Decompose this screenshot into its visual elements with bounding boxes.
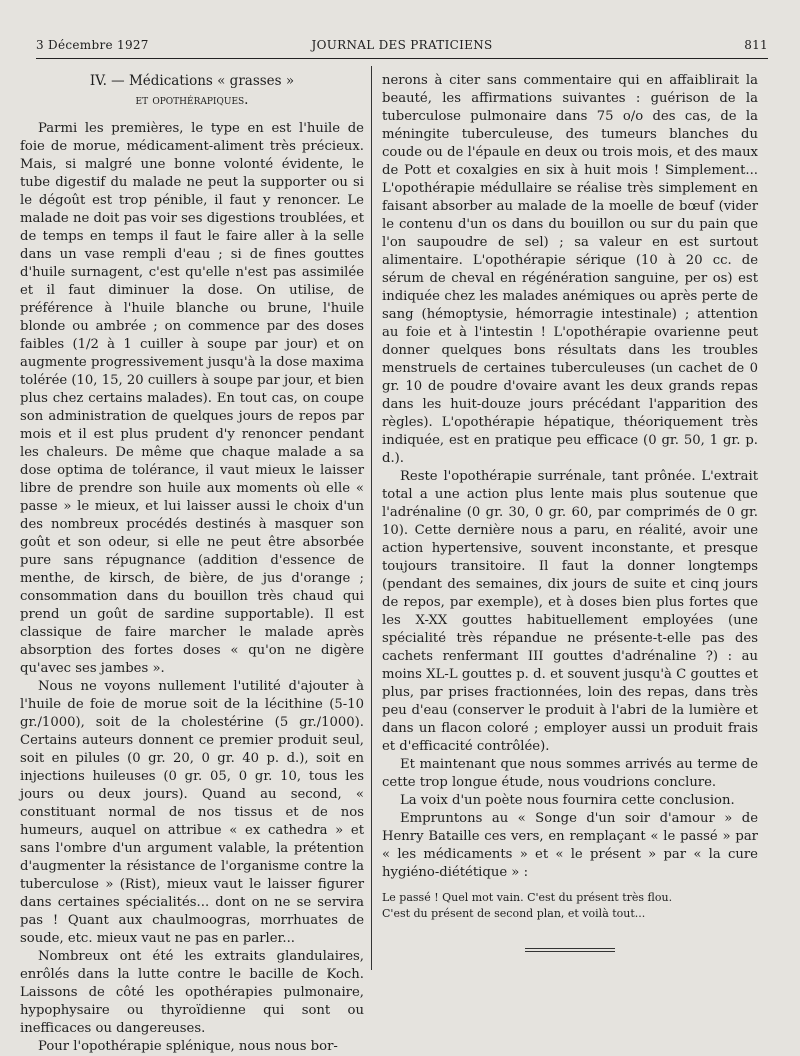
right-column bbox=[382, 72, 758, 952]
verse-line: C'est du présent de second plan, et voilà tout... bbox=[382, 907, 646, 920]
paragraph: Et maintenant que nous sommes arrivés au terme de cette trop longue étude, nous voudrions conclure. bbox=[382, 757, 758, 790]
section-title-line1: IV. — Médications « grasses » bbox=[89, 73, 295, 89]
column-divider bbox=[371, 66, 372, 970]
left-column bbox=[20, 72, 364, 1056]
verse-line: Le passé ! Quel mot vain. C'est du présent très flou. bbox=[382, 891, 673, 904]
paragraph: nerons à citer sans commentaire qui en affaiblirait la beauté, les affirmations suivantes : guérison de la tuberculose pulmonaire dans 75 o/o des cas, de la méningite tuberculeuse, des tumeurs blanches du coude ou de l'épaule en deux ou trois mois, et des maux de Pott et coxalgies en six à huit mois ! Simplement... L'opothérapie médullaire se réalise très simplement en faisant absorber au malade de la moelle de bœuf (vider le contenu d'un os dans du bouillon ou sur du pain que l'on saupoudre de sel) ; sa valeur en est surtout alimentaire. L'opothérapie sérique (10 à 20 cc. de sérum de cheval en régénération sanguine, per os) est indiquée chez les malades anémiques ou après perte de sang (hémoptysie, hémorragie intestinale) ; attention au foie et à l'intestin ! L'opothérapie ovarienne peut donner quelques bons résultats dans les troubles menstruels de certaines tuberculeuses (un cachet de 0 gr. 10 de poudre d'ovaire avant les deux grands repas dans les huit-douze jours précédant l'apparition des règles). L'opothérapie hépatique, théoriquement très indiquée, est en pratique peu efficace (0 gr. 50, 1 gr. p. d.). bbox=[382, 73, 758, 466]
paragraph: Nombreux ont été les extraits glandulaires, enrôlés dans la lutte contre le bacille de Koch. Laissons de côté les opothérapies pulmonaire, hypophysaire ou thyroïdienne qui sont ou inefficaces ou dangereuses. bbox=[20, 949, 364, 1036]
paragraph: La voix d'un poète nous fournira cette conclusion. bbox=[400, 793, 735, 808]
paragraph: Reste l'opothérapie surrénale, tant prônée. L'extrait total a une action plus lente mais plus soutenue que l'adrénaline (0 gr. 30, 0 gr. 60, par comprimés de 0 gr. 10). Cette dernière nous a paru, en réalité, avoir une action hypertensive, souvent inconstante, et presque toujours transitoire. Il faut la donner longtemps (pendant des semaines, dix jours de suite et cinq jours de repos, par exemple), et à doses bien plus fortes que les X-XX gouttes habituellement employées (une spécialité très répandue ne présente-t-elle pas des cachets renfermant III gouttes d'adrénaline ?) : au moins XL-L gouttes p. d. et souvent jusqu'à C gouttes et plus, par prises fractionnées, loin des repas, dans très peu d'eau (conserver le produit à l'abri de la lumière et dans un flacon coloré ; employer aussi un produit frais et d'efficacité contrôlée). bbox=[382, 469, 758, 754]
verse-quote bbox=[382, 890, 758, 922]
end-ornament-rule bbox=[525, 948, 615, 952]
section-title bbox=[20, 72, 364, 110]
paragraph: Parmi les premières, le type en est l'huile de foie de morue, médicament-aliment très précieux. Mais, si malgré une bonne volonté évidente, le tube digestif du malade ne peut la supporter ou si le dégoût est trop pénible, il faut y renoncer. Le malade ne doit pas voir ses digestions troublées, et de temps en temps il faut le faire aller à la selle dans un vase rempli d'eau ; si de fines gouttes d'huile surnagent, c'est qu'elle n'est pas assimilée et il faut diminuer la dose. On utilise, de préférence à l'huile blanche ou brune, l'huile blonde ou ambrée ; on commence par des doses faibles (1/2 à 1 cuiller à soupe par jour) et on augmente progressivement jusqu'à la dose maxima tolérée (10, 15, 20 cuillers à soupe par jour, et bien plus chez certains malades). En tout cas, on coupe son administration de quelques jours de repos par mois et il est plus prudent d'y renoncer pendant les chaleurs. De même que chaque malade a sa dose optima de tolérance, il vaut mieux le laisser libre de prendre son huile aux moments où elle « passe » le mieux, et lui laisser aussi le choix d'un des nombreux procédés destinés à masquer son goût et son odeur, si elle ne peut être absorbée pure sans répugnance (addition d'essence de menthe, de kirsch, de bière, de jus d'orange ; consommation dans du bouillon très chaud qui prend un goût de sardine supportable). Il est classique de faire marcher le malade après absorption des fortes doses « qu'on ne digère qu'avec ses jambes ». bbox=[20, 121, 364, 676]
journal-title: JOURNAL DES PRATICIENS bbox=[311, 38, 493, 52]
header-rule bbox=[36, 58, 768, 59]
running-header bbox=[36, 38, 768, 56]
section-title-line2: et opothérapiques. bbox=[135, 92, 249, 108]
paragraph: Nous ne voyons nullement l'utilité d'ajouter à l'huile de foie de morue soit de la lécithine (5-10 gr./1000), soit de la cholestérine (5 gr./1000). Certains auteurs donnent ce premier produit seul, soit en pilules (0 gr. 20, 0 gr. 40 p. d.), soit en injections huileuses (0 gr. 05, 0 gr. 10, tous les jours ou deux jours). Quand au second, « constituant normal de nos tissus et de nos humeurs, auquel on attribue « ex cathedra » et sans l'ombre d'un argument valable, la prétention d'augmenter la résistance de l'organisme contre la tuberculose » (Rist), mieux vaut le laisser figurer dans certaines spécialités... dont on ne se servira pas ! Quant aux chaulmoogras, morrhuates de soude, etc. mieux vaut ne pas en parler... bbox=[20, 679, 364, 946]
issue-date: 3 Décembre 1927 bbox=[36, 38, 149, 52]
paragraph: Empruntons au « Songe d'un soir d'amour » de Henry Bataille ces vers, en remplaçant « le passé » par « les médicaments » et « le présent » par « la cure hygiéno-diététique » : bbox=[382, 811, 758, 880]
page-number: 811 bbox=[744, 38, 768, 52]
paragraph: Pour l'opothérapie splénique, nous nous bor- bbox=[38, 1039, 338, 1054]
